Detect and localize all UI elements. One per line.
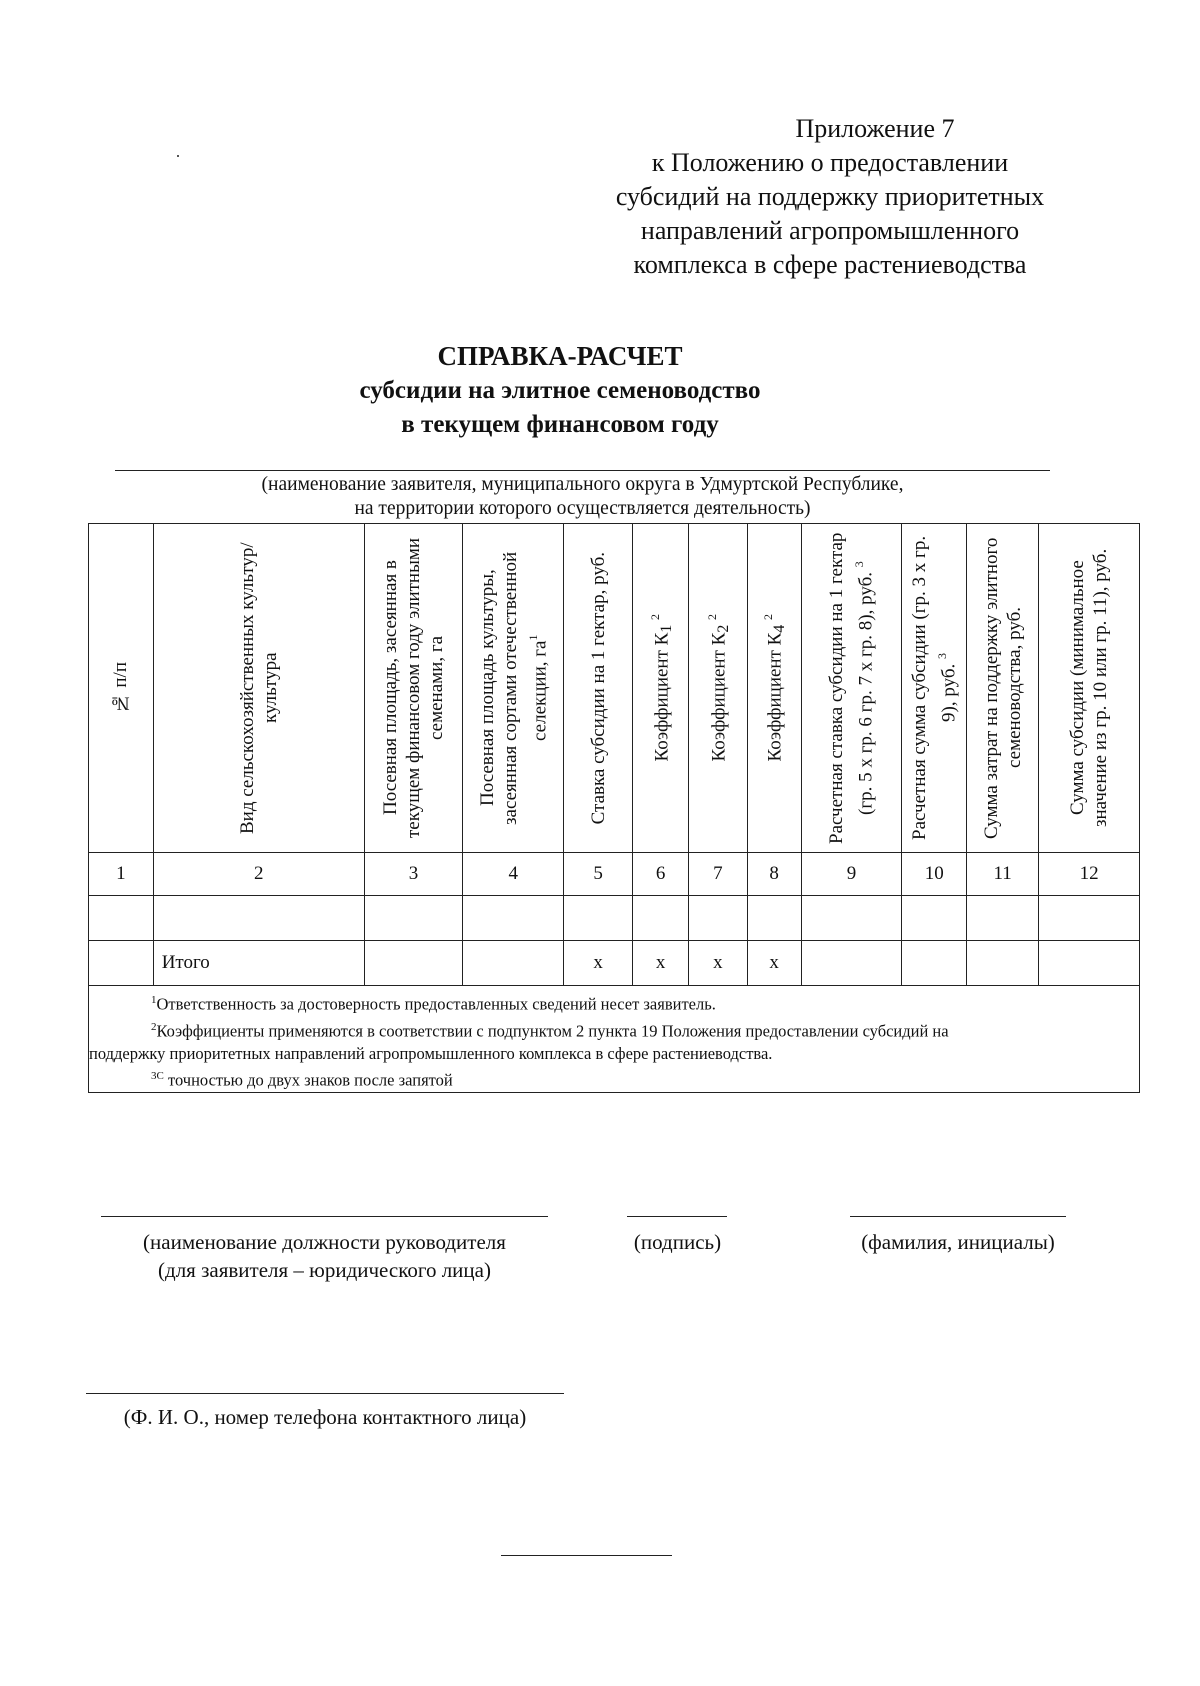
header-cell [564,524,633,853]
header-cell [747,524,801,853]
footnote-mark: 1 [525,634,540,641]
header-text: Коэффициент К [764,632,786,762]
footnote-text: точностью до двух знаков после запятой [163,1070,453,1090]
title-sub: в текущем финансовом году [401,411,719,438]
footnote-mark: 2 [761,614,776,621]
empty-cell[interactable] [564,896,633,941]
empty-cell[interactable] [89,941,154,986]
empty-cell[interactable] [633,896,689,941]
na-mark: x [689,941,747,986]
empty-cell[interactable] [89,896,154,941]
header-row [89,524,1140,853]
header-coef-k2 [701,614,735,762]
header-calc-sum [908,529,960,847]
column-number: 12 [1039,853,1140,896]
na-mark: x [633,941,689,986]
column-number: 2 [153,853,364,896]
title-main: СПРАВКА-РАСЧЕТ [437,341,683,371]
document-title [250,338,870,442]
footnote-mark: 3 [935,653,950,660]
header-cell [364,524,463,853]
signature-line[interactable] [627,1216,727,1217]
column-number: 4 [463,853,564,896]
calculation-table [88,523,1140,1093]
signature-caption: (подпись) [633,1230,722,1254]
empty-cell[interactable] [153,896,364,941]
header-cell [1039,524,1140,853]
na-mark: x [747,941,801,986]
header-cell [89,524,154,853]
column-number: 1 [89,853,154,896]
header-cell [633,524,689,853]
table-row [89,896,1140,941]
applicant-caption [115,473,1050,521]
empty-cell[interactable] [747,896,801,941]
empty-cell[interactable] [801,941,902,986]
na-mark: x [564,941,633,986]
coef-index: 4 [771,624,789,633]
empty-cell[interactable] [689,896,747,941]
empty-cell[interactable] [1039,896,1140,941]
empty-cell[interactable] [902,941,967,986]
name-caption: (фамилия, инициалы) [861,1230,1055,1254]
empty-cell[interactable] [463,896,564,941]
appendix-header [560,112,1100,282]
header-coef-k1 [644,614,678,762]
header-cell [689,524,747,853]
header-subsidy-sum: Сумма субсидии (минимальное значение из гр. 10 или гр. 11), руб. [1067,548,1112,828]
column-number: 10 [902,853,967,896]
footnote-mark: 3 [852,561,867,568]
footnote [89,989,1139,1016]
column-number-row [89,853,1140,896]
header-number: № п/п [110,662,132,714]
header-area-domestic [476,529,551,847]
footnote-text: Коэффициенты применяются в соответствии с подпунктом 2 пункта 19 Положения предоставлении субсидий на [156,1021,949,1040]
header-text: Расчетная ставка субсидии на 1 гектар (гр. 5 x гр. 6 гр. 7 x гр. 8), руб. [826,532,877,844]
appendix-line: субсидий на поддержку приоритетных [615,182,1045,211]
column-number: 6 [633,853,689,896]
header-costs: Сумма затрат на поддержку элитного семеноводства, руб. [980,537,1025,839]
header-rate: Ставка субсидии на 1 гектар, руб. [587,551,609,825]
applicant-name-line[interactable] [115,470,1050,471]
caption-line: (для заявителя – юридического лица) [158,1258,491,1282]
header-text: Коэффициент К [650,632,672,762]
footnotes-cell [89,986,1140,1093]
header-cell [902,524,967,853]
total-row [89,941,1140,986]
header-calc-rate [825,529,877,847]
closing-rule [501,1555,672,1556]
header-cell [967,524,1039,853]
header-text: Посевная площадь культуры, засеянная сортами отечественной селекции, га [476,551,550,825]
empty-cell[interactable] [967,941,1039,986]
footnote-text: Ответственность за достоверность предоставленных сведений несет заявитель. [156,994,716,1014]
coef-index: 1 [657,624,675,633]
footnotes-row [89,986,1140,1093]
column-number: 9 [801,853,902,896]
contact-line[interactable] [86,1393,564,1394]
caption-line: (наименование должности руководителя [143,1230,506,1254]
footnote-mark: 3С [151,1070,164,1082]
title-sub: субсидии на элитное семеноводство [359,377,761,404]
footnote-mark: 2 [647,614,662,621]
header-area-elite: Посевная площадь, засеянная в текущем финансовом году элитными семенами, га [380,537,448,839]
column-number: 7 [689,853,747,896]
footnote-mark: 2 [151,1020,157,1033]
appendix-number: Приложение 7 [795,114,955,143]
footnote-continuation: поддержку приоритетных направлений агропромышленного комплекса в сфере растениеводства. [89,1044,773,1063]
footnote-mark: 2 [704,614,719,621]
column-number: 8 [747,853,801,896]
position-signature-line[interactable] [101,1216,548,1217]
column-number: 3 [364,853,463,896]
column-number: 5 [564,853,633,896]
header-text: Расчетная сумма субсидии (гр. 3 x гр. 9), руб. [909,535,960,841]
header-text: Коэффициент К [708,632,730,762]
empty-cell[interactable] [364,941,463,986]
appendix-line: к Положению о предоставлении [651,148,1009,177]
empty-cell[interactable] [902,896,967,941]
header-crop-type: Вид сельскохозяйственных культур/ культура [236,542,281,834]
header-coef-k4 [757,614,791,762]
position-caption [101,1228,548,1284]
scan-speck [177,155,179,157]
appendix-line: комплекса в сфере растениеводства [633,250,1027,279]
footnote [89,1016,1139,1043]
empty-cell[interactable] [967,896,1039,941]
column-number: 11 [967,853,1039,896]
empty-cell[interactable] [364,896,463,941]
coef-index: 2 [714,624,732,633]
applicant-caption-line: (наименование заявителя, муниципального округа в Удмуртской Республике, [261,474,904,495]
appendix-line: направлений агропромышленного [640,216,1020,245]
header-cell [801,524,902,853]
footnote-mark: 1 [151,994,157,1006]
header-cell [153,524,364,853]
empty-cell[interactable] [801,896,902,941]
header-cell [463,524,564,853]
contact-caption: (Ф. И. О., номер телефона контактного лица) [123,1405,527,1429]
applicant-caption-line: на территории которого осуществляется деятельность) [354,498,811,519]
footnote [89,1065,1139,1092]
name-signature-line[interactable] [850,1216,1066,1217]
empty-cell[interactable] [1039,941,1140,986]
empty-cell[interactable] [463,941,564,986]
total-label: Итого [153,941,364,986]
